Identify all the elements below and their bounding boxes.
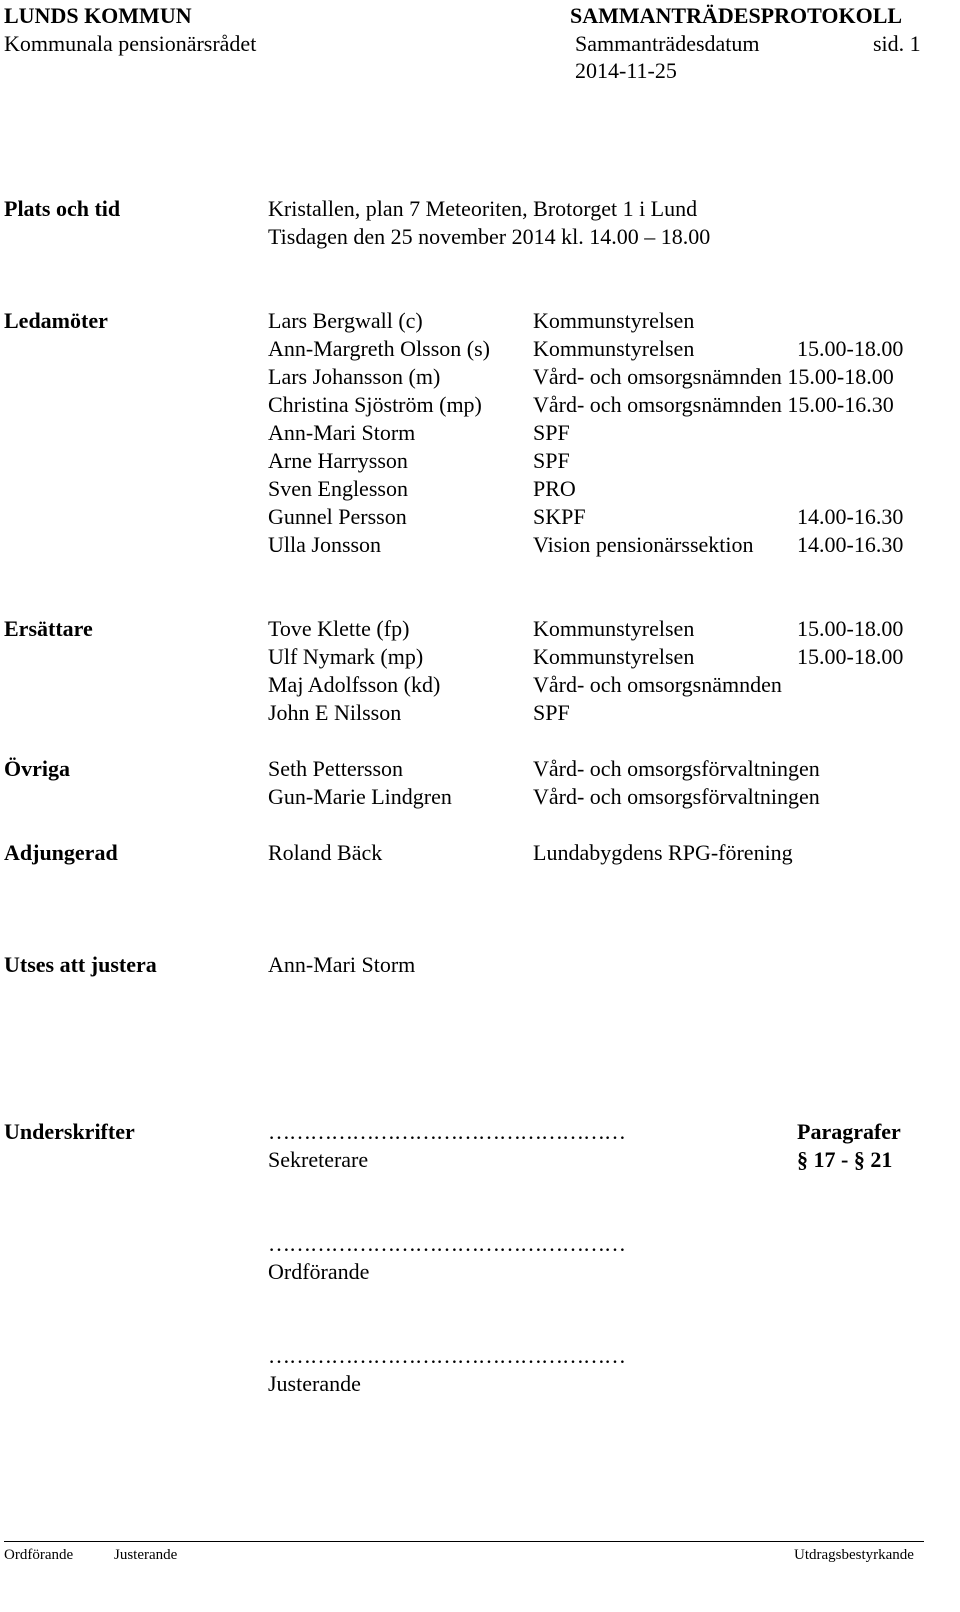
adjunct-org: Lundabygdens RPG-förening	[533, 840, 793, 865]
council-name: Kommunala pensionärsrådet	[4, 31, 257, 56]
paragraphs-label: Paragrafer	[797, 1119, 901, 1144]
substitute-org: Kommunstyrelsen	[533, 616, 695, 641]
member-org: Kommunstyrelsen	[533, 308, 695, 333]
other-name: Gun-Marie Lindgren	[268, 784, 452, 809]
adjuster-signature-line: ……………………………………………	[268, 1343, 625, 1368]
member-org: PRO	[533, 476, 576, 501]
member-org: SPF	[533, 420, 570, 445]
member-time: 14.00-16.30	[797, 504, 904, 529]
municipality-name: LUNDS KOMMUN	[4, 3, 192, 28]
other-name: Seth Pettersson	[268, 756, 404, 781]
footer-certification: Utdragsbestyrkande	[794, 1547, 914, 1563]
member-name: Arne Harrysson	[268, 448, 408, 473]
member-org: Vård- och omsorgsnämnden 15.00-18.00	[533, 364, 894, 389]
member-name: Christina Sjöström (mp)	[268, 392, 482, 417]
member-org: SPF	[533, 448, 570, 473]
adjunct-name: Roland Bäck	[268, 840, 383, 865]
page-number: sid. 1	[873, 31, 921, 56]
substitute-time: 15.00-18.00	[797, 616, 904, 641]
substitute-org: SPF	[533, 700, 570, 725]
footer-chair: Ordförande	[4, 1547, 74, 1563]
substitute-org: Vård- och omsorgsnämnden	[533, 672, 782, 697]
member-name: Ann-Margreth Olsson (s)	[268, 336, 491, 361]
member-name: Ann-Mari Storm	[268, 420, 416, 445]
other-org: Vård- och omsorgsförvaltningen	[533, 784, 820, 809]
footer-adjuster: Justerande	[114, 1547, 178, 1563]
adjuster-label: Utses att justera	[4, 952, 157, 977]
substitute-time: 15.00-18.00	[797, 644, 904, 669]
document-type: SAMMANTRÄDESPROTOKOLL	[570, 3, 903, 28]
secretary-label: Sekreterare	[268, 1147, 369, 1172]
members-label: Ledamöter	[4, 308, 108, 333]
substitute-org: Kommunstyrelsen	[533, 644, 695, 669]
footer-divider	[4, 1541, 924, 1542]
time-line: Tisdagen den 25 november 2014 kl. 14.00 – 18.00	[268, 224, 711, 249]
place-line: Kristallen, plan 7 Meteoriten, Brotorget 1 i Lund	[268, 196, 698, 221]
paragraphs-range: § 17 - § 21	[797, 1147, 893, 1172]
secretary-signature-line: ……………………………………………	[268, 1119, 625, 1144]
place-time-label: Plats och tid	[4, 196, 121, 221]
signatures-label: Underskrifter	[4, 1119, 135, 1144]
member-org: Vision pensionärssektion	[533, 532, 754, 557]
substitute-name: Tove Klette (fp)	[268, 616, 410, 641]
substitute-name: John E Nilsson	[268, 700, 402, 725]
chair-signature-line: ……………………………………………	[268, 1231, 625, 1256]
substitutes-label: Ersättare	[4, 616, 93, 641]
member-name: Ulla Jonsson	[268, 532, 382, 557]
meeting-date: 2014-11-25	[575, 58, 677, 83]
member-time: 15.00-18.00	[797, 336, 904, 361]
substitute-name: Ulf Nymark (mp)	[268, 644, 424, 669]
adjunct-label: Adjungerad	[4, 840, 118, 865]
member-org: SKPF	[533, 504, 586, 529]
member-org: Kommunstyrelsen	[533, 336, 695, 361]
member-name: Lars Bergwall (c)	[268, 308, 423, 333]
other-org: Vård- och omsorgsförvaltningen	[533, 756, 820, 781]
member-org: Vård- och omsorgsnämnden 15.00-16.30	[533, 392, 894, 417]
substitute-name: Maj Adolfsson (kd)	[268, 672, 441, 697]
member-name: Lars Johansson (m)	[268, 364, 441, 389]
adjuster-signature-label: Justerande	[268, 1371, 361, 1396]
adjuster-name: Ann-Mari Storm	[268, 952, 416, 977]
chair-label: Ordförande	[268, 1259, 370, 1284]
member-name: Gunnel Persson	[268, 504, 407, 529]
member-time: 14.00-16.30	[797, 532, 904, 557]
member-name: Sven Englesson	[268, 476, 408, 501]
meeting-date-label: Sammanträdesdatum	[575, 31, 760, 56]
others-label: Övriga	[4, 756, 70, 781]
